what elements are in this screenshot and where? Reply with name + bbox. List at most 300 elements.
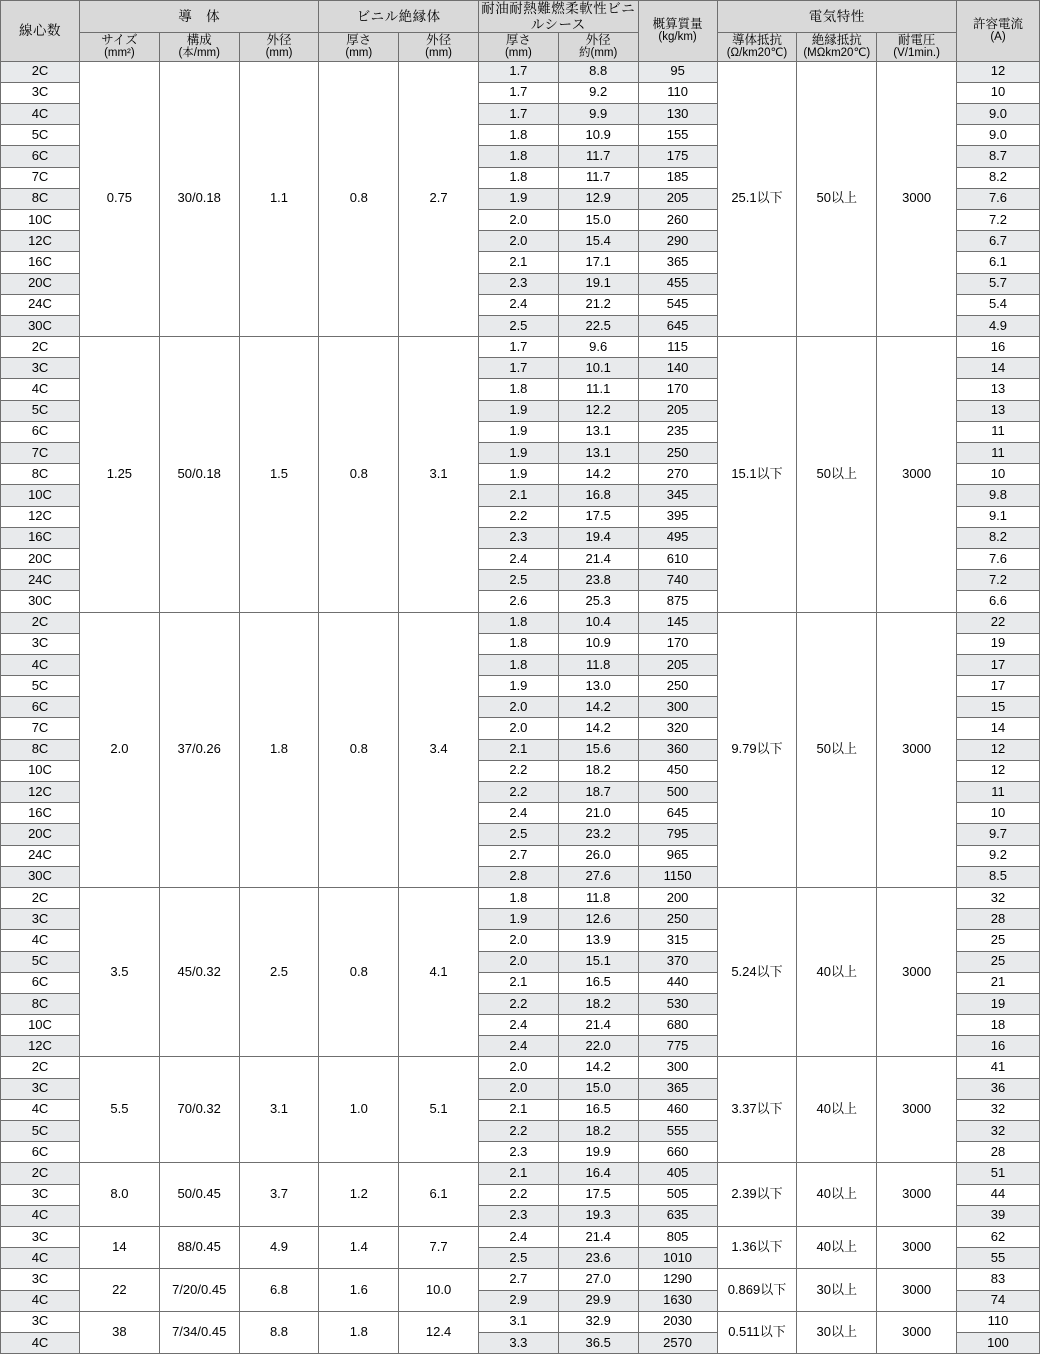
cell-current: 22 bbox=[957, 612, 1040, 633]
cell-sheath-od: 32.9 bbox=[558, 1311, 638, 1332]
cell-insulation-od: 10.0 bbox=[399, 1269, 479, 1311]
cell-sheath-od: 27.6 bbox=[558, 866, 638, 887]
table-row bbox=[1, 337, 1040, 358]
cell-sheath-od: 18.2 bbox=[558, 1121, 638, 1142]
cell-conductor-size: 8.0 bbox=[80, 1163, 160, 1227]
cell-sheath-thickness: 1.9 bbox=[478, 909, 558, 930]
cell-weight: 795 bbox=[638, 824, 717, 845]
cell-sheath-thickness: 2.0 bbox=[478, 951, 558, 972]
cell-sheath-thickness: 3.1 bbox=[478, 1311, 558, 1332]
cell-sheath-od: 15.0 bbox=[558, 209, 638, 230]
cell-sheath-od: 11.8 bbox=[558, 654, 638, 675]
cell-sheath-thickness: 1.9 bbox=[478, 676, 558, 697]
cell-current: 18 bbox=[957, 1015, 1040, 1036]
cell-current: 8.7 bbox=[957, 146, 1040, 167]
cell-cores: 2C bbox=[1, 61, 80, 82]
cell-sheath-thickness: 1.9 bbox=[478, 188, 558, 209]
cell-sheath-thickness: 2.1 bbox=[478, 252, 558, 273]
cell-cores: 10C bbox=[1, 209, 80, 230]
cell-withstand-voltage: 3000 bbox=[877, 1269, 957, 1311]
cell-sheath-od: 19.1 bbox=[558, 273, 638, 294]
cell-sheath-od: 18.2 bbox=[558, 993, 638, 1014]
cell-cores: 6C bbox=[1, 697, 80, 718]
cell-sheath-thickness: 2.0 bbox=[478, 231, 558, 252]
cell-insulation-od: 2.7 bbox=[399, 61, 479, 336]
header-electrical-group: 電気特性 bbox=[717, 1, 956, 33]
cell-withstand-voltage: 3000 bbox=[877, 612, 957, 887]
cell-current: 14 bbox=[957, 358, 1040, 379]
cell-cores: 24C bbox=[1, 570, 80, 591]
header-current bbox=[957, 1, 1040, 62]
table-row bbox=[1, 61, 1040, 82]
cell-weight: 805 bbox=[638, 1226, 717, 1247]
cell-sheath-od: 25.3 bbox=[558, 591, 638, 612]
cell-conductor-size: 14 bbox=[80, 1226, 160, 1268]
header-conductor-size-label: サイズ bbox=[101, 33, 138, 48]
cell-current: 25 bbox=[957, 951, 1040, 972]
cell-current: 10 bbox=[957, 464, 1040, 485]
cell-sheath-od: 23.8 bbox=[558, 570, 638, 591]
cell-conductor-size: 38 bbox=[80, 1311, 160, 1353]
cell-conductor-construction: 7/34/0.45 bbox=[159, 1311, 239, 1353]
cell-sheath-od: 19.3 bbox=[558, 1205, 638, 1226]
cell-cores: 4C bbox=[1, 1205, 80, 1226]
cell-conductor-construction: 45/0.32 bbox=[159, 887, 239, 1057]
cell-sheath-thickness: 2.3 bbox=[478, 273, 558, 294]
cell-weight: 205 bbox=[638, 654, 717, 675]
cell-insulation-thickness: 1.2 bbox=[319, 1163, 399, 1227]
cell-sheath-od: 27.0 bbox=[558, 1269, 638, 1290]
cell-sheath-thickness: 2.5 bbox=[478, 570, 558, 591]
cell-sheath-od: 26.0 bbox=[558, 845, 638, 866]
header-sheath-thickness bbox=[478, 33, 558, 62]
cell-weight: 365 bbox=[638, 252, 717, 273]
cell-sheath-od: 14.2 bbox=[558, 464, 638, 485]
cell-cores: 4C bbox=[1, 104, 80, 125]
cell-weight: 555 bbox=[638, 1121, 717, 1142]
cell-weight: 110 bbox=[638, 82, 717, 103]
cell-withstand-voltage: 3000 bbox=[877, 1163, 957, 1227]
cell-cores: 6C bbox=[1, 1142, 80, 1163]
cell-sheath-thickness: 2.5 bbox=[478, 1248, 558, 1269]
cell-sheath-od: 21.4 bbox=[558, 548, 638, 569]
cell-conductor-resistance: 2.39以下 bbox=[717, 1163, 797, 1227]
cell-cores: 4C bbox=[1, 654, 80, 675]
cell-weight: 635 bbox=[638, 1205, 717, 1226]
cell-weight: 130 bbox=[638, 104, 717, 125]
cell-current: 13 bbox=[957, 379, 1040, 400]
cell-cores: 3C bbox=[1, 1226, 80, 1247]
header-insulation-group: ビニル絶縁体 bbox=[319, 1, 479, 33]
cell-withstand-voltage: 3000 bbox=[877, 1311, 957, 1353]
cell-current: 28 bbox=[957, 909, 1040, 930]
cell-current: 7.6 bbox=[957, 188, 1040, 209]
cell-sheath-od: 16.4 bbox=[558, 1163, 638, 1184]
cell-insulation-thickness: 0.8 bbox=[319, 337, 399, 612]
cell-insulation-resistance: 40以上 bbox=[797, 1057, 877, 1163]
cell-cores: 3C bbox=[1, 1269, 80, 1290]
cell-cores: 16C bbox=[1, 527, 80, 548]
cell-current: 74 bbox=[957, 1290, 1040, 1311]
header-current-label: 許容電流 bbox=[972, 17, 1023, 32]
cell-current: 11 bbox=[957, 782, 1040, 803]
table-row bbox=[1, 1057, 1040, 1078]
cell-weight: 875 bbox=[638, 591, 717, 612]
cell-conductor-size: 2.0 bbox=[80, 612, 160, 887]
cell-withstand-voltage: 3000 bbox=[877, 61, 957, 336]
header-insulation-od-label: 外径 bbox=[426, 33, 452, 48]
cell-current: 7.2 bbox=[957, 570, 1040, 591]
cell-cores: 2C bbox=[1, 887, 80, 908]
cell-conductor-od: 1.5 bbox=[239, 337, 319, 612]
cell-weight: 250 bbox=[638, 909, 717, 930]
cell-sheath-thickness: 1.8 bbox=[478, 887, 558, 908]
cell-sheath-thickness: 1.7 bbox=[478, 82, 558, 103]
cell-sheath-thickness: 2.4 bbox=[478, 1015, 558, 1036]
cell-current: 8.5 bbox=[957, 866, 1040, 887]
cell-cores: 8C bbox=[1, 993, 80, 1014]
cell-sheath-thickness: 2.2 bbox=[478, 1184, 558, 1205]
cell-sheath-od: 12.6 bbox=[558, 909, 638, 930]
cell-sheath-thickness: 1.8 bbox=[478, 612, 558, 633]
cell-sheath-thickness: 2.2 bbox=[478, 1121, 558, 1142]
cell-sheath-od: 17.5 bbox=[558, 506, 638, 527]
cell-cores: 5C bbox=[1, 676, 80, 697]
cell-cores: 3C bbox=[1, 909, 80, 930]
cell-current: 8.2 bbox=[957, 527, 1040, 548]
cell-sheath-thickness: 2.0 bbox=[478, 1078, 558, 1099]
cell-cores: 20C bbox=[1, 548, 80, 569]
cell-weight: 530 bbox=[638, 993, 717, 1014]
cell-sheath-thickness: 2.0 bbox=[478, 718, 558, 739]
cell-cores: 12C bbox=[1, 231, 80, 252]
cell-sheath-od: 19.4 bbox=[558, 527, 638, 548]
cell-weight: 155 bbox=[638, 125, 717, 146]
cell-current: 12 bbox=[957, 61, 1040, 82]
cell-current: 6.7 bbox=[957, 231, 1040, 252]
table-row bbox=[1, 1269, 1040, 1290]
cell-cores: 7C bbox=[1, 718, 80, 739]
cell-sheath-thickness: 2.5 bbox=[478, 315, 558, 336]
cell-insulation-resistance: 40以上 bbox=[797, 887, 877, 1057]
header-weight-unit: (kg/km) bbox=[658, 31, 697, 44]
cell-sheath-thickness: 1.8 bbox=[478, 146, 558, 167]
cell-weight: 365 bbox=[638, 1078, 717, 1099]
cell-sheath-thickness: 2.7 bbox=[478, 1269, 558, 1290]
cell-insulation-thickness: 0.8 bbox=[319, 887, 399, 1057]
header-conductor-construction-unit: (本/mm) bbox=[178, 47, 220, 60]
cell-sheath-thickness: 2.1 bbox=[478, 1163, 558, 1184]
cell-current: 10 bbox=[957, 803, 1040, 824]
cell-conductor-construction: 50/0.18 bbox=[159, 337, 239, 612]
cell-current: 32 bbox=[957, 1099, 1040, 1120]
cell-cores: 3C bbox=[1, 1184, 80, 1205]
cell-sheath-thickness: 1.8 bbox=[478, 633, 558, 654]
cell-sheath-thickness: 2.4 bbox=[478, 294, 558, 315]
cell-conductor-size: 0.75 bbox=[80, 61, 160, 336]
cell-cores: 6C bbox=[1, 421, 80, 442]
cell-sheath-thickness: 2.5 bbox=[478, 824, 558, 845]
header-conductor-od bbox=[239, 33, 319, 62]
cell-conductor-od: 6.8 bbox=[239, 1269, 319, 1311]
cell-sheath-od: 22.0 bbox=[558, 1036, 638, 1057]
cell-sheath-od: 12.2 bbox=[558, 400, 638, 421]
cell-sheath-od: 14.2 bbox=[558, 718, 638, 739]
cell-conductor-construction: 30/0.18 bbox=[159, 61, 239, 336]
cell-conductor-size: 3.5 bbox=[80, 887, 160, 1057]
cell-weight: 505 bbox=[638, 1184, 717, 1205]
table-row bbox=[1, 887, 1040, 908]
cell-insulation-od: 3.1 bbox=[399, 337, 479, 612]
cell-sheath-od: 9.9 bbox=[558, 104, 638, 125]
header-sheath-od-label: 外径 bbox=[585, 33, 611, 48]
cell-current: 6.6 bbox=[957, 591, 1040, 612]
cell-sheath-thickness: 2.7 bbox=[478, 845, 558, 866]
cell-current: 9.0 bbox=[957, 125, 1040, 146]
cell-current: 55 bbox=[957, 1248, 1040, 1269]
cell-sheath-thickness: 1.7 bbox=[478, 104, 558, 125]
cell-cores: 4C bbox=[1, 930, 80, 951]
cell-sheath-thickness: 2.1 bbox=[478, 1099, 558, 1120]
cell-sheath-thickness: 1.9 bbox=[478, 421, 558, 442]
cell-weight: 965 bbox=[638, 845, 717, 866]
cell-weight: 175 bbox=[638, 146, 717, 167]
cell-cores: 10C bbox=[1, 1015, 80, 1036]
header-sheath-group: 耐油耐熱難燃柔軟性ビニルシース bbox=[478, 1, 638, 33]
cell-sheath-od: 10.1 bbox=[558, 358, 638, 379]
cell-sheath-thickness: 1.7 bbox=[478, 358, 558, 379]
cell-cores: 6C bbox=[1, 972, 80, 993]
cell-sheath-thickness: 2.3 bbox=[478, 527, 558, 548]
cell-sheath-od: 10.4 bbox=[558, 612, 638, 633]
cell-weight: 170 bbox=[638, 379, 717, 400]
cell-sheath-thickness: 2.0 bbox=[478, 1057, 558, 1078]
cell-sheath-od: 15.4 bbox=[558, 231, 638, 252]
cell-weight: 500 bbox=[638, 782, 717, 803]
cell-weight: 140 bbox=[638, 358, 717, 379]
cell-cores: 4C bbox=[1, 1290, 80, 1311]
cell-current: 44 bbox=[957, 1184, 1040, 1205]
cell-weight: 205 bbox=[638, 188, 717, 209]
cell-conductor-resistance: 3.37以下 bbox=[717, 1057, 797, 1163]
cell-sheath-od: 13.1 bbox=[558, 421, 638, 442]
cell-sheath-od: 14.2 bbox=[558, 697, 638, 718]
cell-weight: 440 bbox=[638, 972, 717, 993]
cell-current: 7.2 bbox=[957, 209, 1040, 230]
cell-insulation-od: 3.4 bbox=[399, 612, 479, 887]
cell-sheath-thickness: 2.2 bbox=[478, 993, 558, 1014]
table-row bbox=[1, 1226, 1040, 1247]
header-conductor-size-unit: (mm²) bbox=[104, 47, 135, 60]
cell-weight: 775 bbox=[638, 1036, 717, 1057]
cell-sheath-thickness: 2.1 bbox=[478, 485, 558, 506]
cell-current: 9.1 bbox=[957, 506, 1040, 527]
cell-current: 19 bbox=[957, 633, 1040, 654]
cell-cores: 8C bbox=[1, 739, 80, 760]
cell-cores: 4C bbox=[1, 1248, 80, 1269]
header-conductor-od-unit: (mm) bbox=[265, 47, 293, 60]
header-sheath-od-unit: 約(mm) bbox=[579, 47, 618, 60]
cell-current: 7.6 bbox=[957, 548, 1040, 569]
header-weight-label: 概算質量 bbox=[652, 17, 703, 32]
cell-weight: 645 bbox=[638, 315, 717, 336]
cell-weight: 370 bbox=[638, 951, 717, 972]
cell-weight: 250 bbox=[638, 443, 717, 464]
header-insulation-od bbox=[399, 33, 479, 62]
cell-weight: 170 bbox=[638, 633, 717, 654]
cell-weight: 260 bbox=[638, 209, 717, 230]
cell-weight: 395 bbox=[638, 506, 717, 527]
cell-current: 36 bbox=[957, 1078, 1040, 1099]
header-conductor-size bbox=[80, 33, 160, 62]
cell-sheath-od: 18.7 bbox=[558, 782, 638, 803]
cell-sheath-thickness: 1.8 bbox=[478, 167, 558, 188]
cell-sheath-od: 17.5 bbox=[558, 1184, 638, 1205]
cell-current: 51 bbox=[957, 1163, 1040, 1184]
cell-current: 12 bbox=[957, 760, 1040, 781]
header-insulation-od-unit: (mm) bbox=[425, 47, 452, 60]
cell-weight: 300 bbox=[638, 697, 717, 718]
cell-cores: 30C bbox=[1, 591, 80, 612]
cell-conductor-od: 8.8 bbox=[239, 1311, 319, 1353]
cell-insulation-resistance: 30以上 bbox=[797, 1269, 877, 1311]
cell-cores: 3C bbox=[1, 1078, 80, 1099]
cell-conductor-size: 1.25 bbox=[80, 337, 160, 612]
cell-weight: 740 bbox=[638, 570, 717, 591]
header-insulation-resistance-label: 絶縁抵抗 bbox=[811, 33, 862, 48]
cell-conductor-resistance: 5.24以下 bbox=[717, 887, 797, 1057]
cell-sheath-thickness: 1.8 bbox=[478, 654, 558, 675]
cell-sheath-thickness: 1.9 bbox=[478, 464, 558, 485]
cell-cores: 4C bbox=[1, 1332, 80, 1353]
cell-cores: 2C bbox=[1, 1057, 80, 1078]
cell-withstand-voltage: 3000 bbox=[877, 1057, 957, 1163]
table-body bbox=[1, 61, 1040, 1353]
cell-cores: 16C bbox=[1, 803, 80, 824]
cell-conductor-resistance: 9.79以下 bbox=[717, 612, 797, 887]
cell-sheath-od: 23.6 bbox=[558, 1248, 638, 1269]
cell-sheath-od: 11.7 bbox=[558, 167, 638, 188]
header-withstand-voltage bbox=[877, 33, 957, 62]
cell-current: 11 bbox=[957, 421, 1040, 442]
header-insulation-resistance-unit: (MΩkm20℃) bbox=[803, 47, 871, 60]
header-weight bbox=[638, 1, 717, 62]
cell-sheath-od: 23.2 bbox=[558, 824, 638, 845]
cell-sheath-thickness: 2.1 bbox=[478, 972, 558, 993]
cell-sheath-od: 15.6 bbox=[558, 739, 638, 760]
cell-sheath-thickness: 2.2 bbox=[478, 506, 558, 527]
cell-insulation-od: 12.4 bbox=[399, 1311, 479, 1353]
cell-current: 32 bbox=[957, 887, 1040, 908]
cell-sheath-thickness: 3.3 bbox=[478, 1332, 558, 1353]
cell-sheath-od: 15.0 bbox=[558, 1078, 638, 1099]
cell-sheath-od: 12.9 bbox=[558, 188, 638, 209]
cell-cores: 2C bbox=[1, 337, 80, 358]
cell-conductor-od: 1.8 bbox=[239, 612, 319, 887]
cell-weight: 680 bbox=[638, 1015, 717, 1036]
cell-conductor-od: 2.5 bbox=[239, 887, 319, 1057]
cell-sheath-thickness: 2.4 bbox=[478, 1036, 558, 1057]
header-insulation-thickness-label: 厚さ bbox=[346, 33, 372, 48]
cell-current: 62 bbox=[957, 1226, 1040, 1247]
header-conductor-resistance-unit: (Ω/km20℃) bbox=[726, 47, 788, 60]
cell-weight: 610 bbox=[638, 548, 717, 569]
cell-cores: 5C bbox=[1, 951, 80, 972]
cell-weight: 235 bbox=[638, 421, 717, 442]
table-row bbox=[1, 1311, 1040, 1332]
cell-weight: 460 bbox=[638, 1099, 717, 1120]
cell-sheath-od: 11.1 bbox=[558, 379, 638, 400]
cell-sheath-od: 21.4 bbox=[558, 1015, 638, 1036]
cell-cores: 2C bbox=[1, 1163, 80, 1184]
header-sheath-thickness-label: 厚さ bbox=[505, 33, 531, 48]
cell-cores: 30C bbox=[1, 866, 80, 887]
cell-sheath-thickness: 1.9 bbox=[478, 443, 558, 464]
cell-weight: 145 bbox=[638, 612, 717, 633]
cell-conductor-resistance: 0.511以下 bbox=[717, 1311, 797, 1353]
cell-sheath-od: 21.0 bbox=[558, 803, 638, 824]
cell-current: 17 bbox=[957, 676, 1040, 697]
cell-weight: 300 bbox=[638, 1057, 717, 1078]
cell-cores: 3C bbox=[1, 358, 80, 379]
cell-sheath-od: 36.5 bbox=[558, 1332, 638, 1353]
cell-current: 39 bbox=[957, 1205, 1040, 1226]
cell-sheath-thickness: 2.8 bbox=[478, 866, 558, 887]
cell-sheath-thickness: 1.7 bbox=[478, 61, 558, 82]
cell-cores: 10C bbox=[1, 485, 80, 506]
cell-insulation-resistance: 50以上 bbox=[797, 337, 877, 612]
cell-sheath-thickness: 1.8 bbox=[478, 125, 558, 146]
cell-insulation-od: 6.1 bbox=[399, 1163, 479, 1227]
cell-sheath-od: 21.4 bbox=[558, 1226, 638, 1247]
cell-current: 13 bbox=[957, 400, 1040, 421]
cell-sheath-thickness: 2.1 bbox=[478, 739, 558, 760]
cell-current: 9.0 bbox=[957, 104, 1040, 125]
cell-insulation-od: 5.1 bbox=[399, 1057, 479, 1163]
cell-cores: 24C bbox=[1, 845, 80, 866]
cell-sheath-od: 10.9 bbox=[558, 633, 638, 654]
cell-current: 21 bbox=[957, 972, 1040, 993]
cell-cores: 16C bbox=[1, 252, 80, 273]
cell-current: 14 bbox=[957, 718, 1040, 739]
cell-withstand-voltage: 3000 bbox=[877, 887, 957, 1057]
cell-weight: 205 bbox=[638, 400, 717, 421]
cell-current: 100 bbox=[957, 1332, 1040, 1353]
cell-current: 25 bbox=[957, 930, 1040, 951]
cell-weight: 270 bbox=[638, 464, 717, 485]
cell-cores: 5C bbox=[1, 1121, 80, 1142]
cell-sheath-od: 15.1 bbox=[558, 951, 638, 972]
cell-current: 17 bbox=[957, 654, 1040, 675]
cell-weight: 2030 bbox=[638, 1311, 717, 1332]
cell-sheath-od: 29.9 bbox=[558, 1290, 638, 1311]
cell-weight: 250 bbox=[638, 676, 717, 697]
cell-insulation-thickness: 1.0 bbox=[319, 1057, 399, 1163]
cell-current: 19 bbox=[957, 993, 1040, 1014]
header-cores: 線心数 bbox=[1, 1, 80, 62]
cell-cores: 12C bbox=[1, 782, 80, 803]
cell-cores: 7C bbox=[1, 443, 80, 464]
cell-sheath-thickness: 2.6 bbox=[478, 591, 558, 612]
cell-cores: 8C bbox=[1, 464, 80, 485]
cell-sheath-thickness: 1.7 bbox=[478, 337, 558, 358]
cell-conductor-construction: 88/0.45 bbox=[159, 1226, 239, 1268]
header-insulation-resistance bbox=[797, 33, 877, 62]
cell-weight: 660 bbox=[638, 1142, 717, 1163]
cell-weight: 115 bbox=[638, 337, 717, 358]
cell-weight: 450 bbox=[638, 760, 717, 781]
cell-cores: 20C bbox=[1, 824, 80, 845]
